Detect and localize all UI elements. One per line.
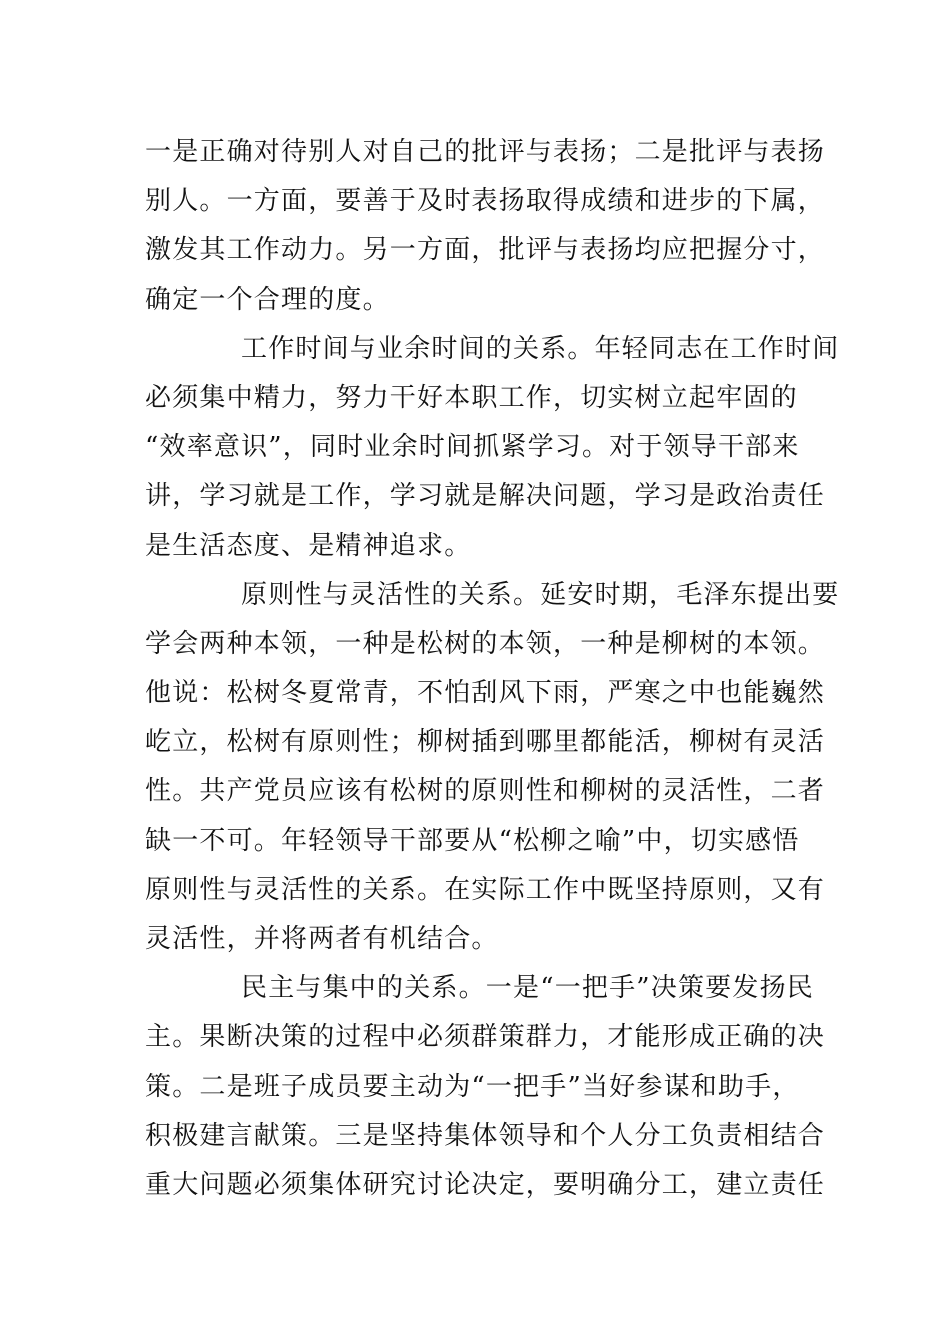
text-line: “效率意识”，同时业余时间抓紧学习。对于领导干部来 xyxy=(145,432,800,463)
text-line: 积极建言献策。三是坚持集体领导和个人分工负责相结合 xyxy=(145,1120,826,1151)
text-line: 激发其工作动力。另一方面，批评与表扬均应把握分寸， xyxy=(145,235,826,266)
body-text xyxy=(145,128,840,1210)
paragraph-democracy-centralism xyxy=(145,964,826,1210)
text-line: 性。共产党员应该有松树的原则性和柳树的灵活性，二者 xyxy=(145,776,826,807)
text-line: 原则性与灵活性的关系。延安时期，毛泽东提出要 xyxy=(241,579,840,610)
paragraph-work-leisure-time xyxy=(145,325,840,571)
text-line: 策。二是班子成员要主动为“一把手”当好参谋和助手， xyxy=(145,1071,800,1102)
text-line: 一是正确对待别人对自己的批评与表扬；二是批评与表扬 xyxy=(145,137,826,167)
text-line: 灵活性，并将两者有机结合。 xyxy=(145,924,499,954)
text-line: 民主与集中的关系。一是“一把手”决策要发扬民 xyxy=(241,973,814,1004)
paragraph-principle-flexibility xyxy=(145,571,840,965)
text-line: 必须集中精力，努力干好本职工作，切实树立起牢固的 xyxy=(145,382,798,413)
text-line: 重大问题必须集体研究讨论决定，要明确分工，建立责任 xyxy=(145,1169,826,1200)
text-line: 确定一个合理的度。 xyxy=(145,284,390,315)
text-line: 缺一不可。年轻领导干部要从“松柳之喻”中，切实感悟 xyxy=(145,825,800,856)
text-line: 学会两种本领，一种是松树的本领，一种是柳树的本领。 xyxy=(145,628,826,659)
text-line: 主。果断决策的过程中必须群策群力，才能形成正确的决 xyxy=(145,1022,826,1053)
text-line: 讲，学习就是工作，学习就是解决问题，学习是政治责任 xyxy=(145,481,826,512)
text-line: 别人。一方面，要善于及时表扬取得成绩和进步的下属， xyxy=(145,186,826,217)
text-line: 他说：松树冬夏常青，不怕刮风下雨，严寒之中也能巍然 xyxy=(145,678,826,709)
text-line: 是生活态度、是精神追求。 xyxy=(145,530,472,561)
text-line: 屹立，松树有原则性；柳树插到哪里都能活，柳树有灵活 xyxy=(145,727,826,758)
text-line: 原则性与灵活性的关系。在实际工作中既坚持原则，又有 xyxy=(145,874,826,905)
text-line: 工作时间与业余时间的关系。年轻同志在工作时间 xyxy=(241,333,840,364)
paragraph-criticism-praise xyxy=(145,128,826,325)
